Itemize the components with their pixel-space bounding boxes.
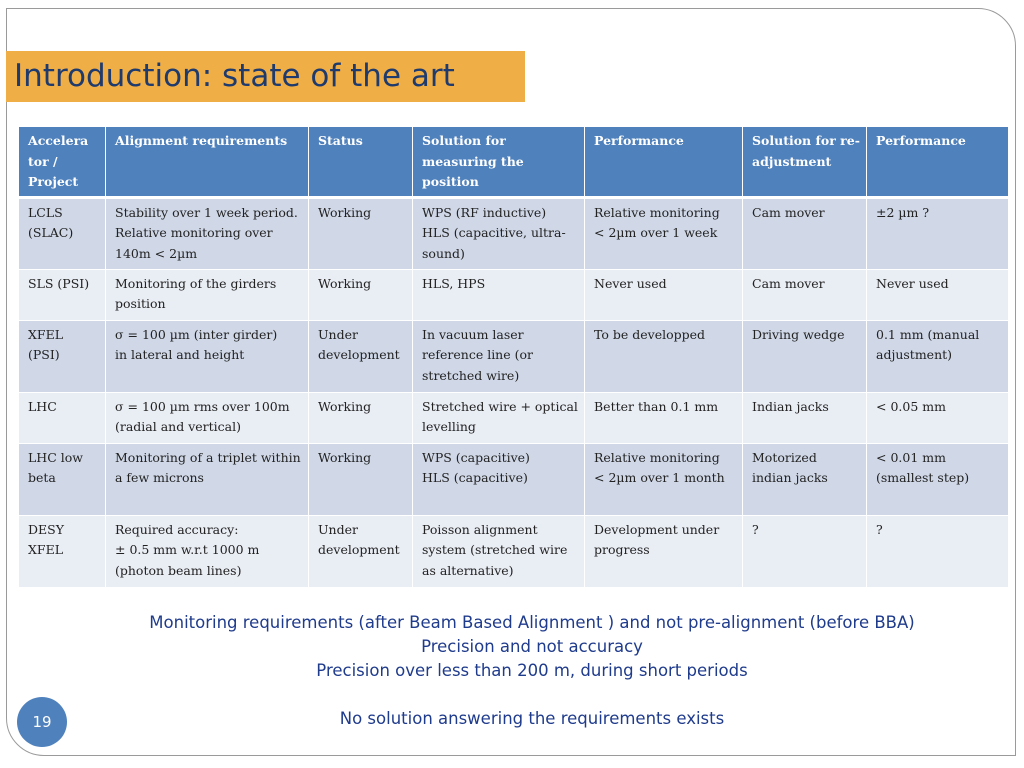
cell-measuring-solution: HLS, HPS xyxy=(413,269,585,320)
slide-title: Introduction: state of the art xyxy=(6,51,525,102)
table-header-row xyxy=(19,127,1009,198)
header-readjustment-solution: Solution for re-adjustment xyxy=(743,127,867,198)
cell-alignment-requirements: σ = 100 µm rms over 100m (radial and vertical) xyxy=(106,392,309,443)
note-no-solution: No solution answering the requirements exists xyxy=(339,709,725,728)
cell-status: Under development xyxy=(309,515,413,587)
cell-performance: Never used xyxy=(585,269,743,320)
cell-readjustment-solution: Motorized indian jacks xyxy=(743,443,867,515)
cell-performance: To be developped xyxy=(585,320,743,392)
table-row xyxy=(19,269,1009,320)
table-row xyxy=(19,443,1009,515)
cell-status: Under development xyxy=(309,320,413,392)
cell-readjustment-solution: Indian jacks xyxy=(743,392,867,443)
cell-performance-readjustment: Never used xyxy=(867,269,1009,320)
cell-alignment-requirements: σ = 100 µm (inter girder) in lateral and height xyxy=(106,320,309,392)
cell-performance-readjustment: ? xyxy=(867,515,1009,587)
cell-performance-readjustment: < 0.05 mm xyxy=(867,392,1009,443)
cell-status: Working xyxy=(309,269,413,320)
page-number-badge: 19 xyxy=(17,697,67,747)
cell-readjustment-solution: Cam mover xyxy=(743,197,867,269)
header-performance: Performance xyxy=(585,127,743,198)
cell-measuring-solution: WPS (RF inductive) HLS (capacitive, ultra-sound) xyxy=(413,197,585,269)
state-of-art-table xyxy=(18,126,1009,588)
cell-alignment-requirements: Monitoring of the girders position xyxy=(106,269,309,320)
cell-accelerator: XFEL (PSI) xyxy=(19,320,106,392)
cell-accelerator: LHC xyxy=(19,392,106,443)
cell-measuring-solution: Stretched wire + optical levelling xyxy=(413,392,585,443)
cell-accelerator: DESY XFEL xyxy=(19,515,106,587)
cell-performance: Relative monitoring < 2µm over 1 month xyxy=(585,443,743,515)
cell-performance-readjustment: < 0.01 mm (smallest step) xyxy=(867,443,1009,515)
cell-alignment-requirements: Stability over 1 week period. Relative monitoring over 140m < 2µm xyxy=(106,197,309,269)
cell-status: Working xyxy=(309,392,413,443)
cell-accelerator: LHC low beta xyxy=(19,443,106,515)
cell-accelerator: SLS (PSI) xyxy=(19,269,106,320)
header-accelerator: Accelera tor / Project xyxy=(19,127,106,198)
cell-readjustment-solution: Cam mover xyxy=(743,269,867,320)
table-row xyxy=(19,320,1009,392)
header-performance-readjustment: Performance xyxy=(867,127,1009,198)
cell-measuring-solution: WPS (capacitive) HLS (capacitive) xyxy=(413,443,585,515)
table-row xyxy=(19,392,1009,443)
cell-alignment-requirements: Required accuracy: ± 0.5 mm w.r.t 1000 m (photon beam lines) xyxy=(106,515,309,587)
cell-performance-readjustment: 0.1 mm (manual adjustment) xyxy=(867,320,1009,392)
cell-performance: Development under progress xyxy=(585,515,743,587)
cell-measuring-solution: Poisson alignment system (stretched wire as alternative) xyxy=(413,515,585,587)
header-measuring-solution: Solution for measuring the position xyxy=(413,127,585,198)
note-precision-not-accuracy: Precision and not accuracy xyxy=(421,637,643,656)
cell-status: Working xyxy=(309,443,413,515)
cell-performance-readjustment: ±2 µm ? xyxy=(867,197,1009,269)
cell-readjustment-solution: ? xyxy=(743,515,867,587)
header-status: Status xyxy=(309,127,413,198)
cell-performance: Relative monitoring < 2µm over 1 week xyxy=(585,197,743,269)
table-row xyxy=(19,515,1009,587)
cell-measuring-solution: In vacuum laser reference line (or stretched wire) xyxy=(413,320,585,392)
table-row xyxy=(19,197,1009,269)
note-precision-range: Precision over less than 200 m, during short periods xyxy=(316,661,748,680)
header-alignment-requirements: Alignment requirements xyxy=(106,127,309,198)
cell-accelerator: LCLS (SLAC) xyxy=(19,197,106,269)
cell-performance: Better than 0.1 mm xyxy=(585,392,743,443)
cell-alignment-requirements: Monitoring of a triplet within a few microns xyxy=(106,443,309,515)
cell-status: Working xyxy=(309,197,413,269)
note-monitoring-requirements: Monitoring requirements (after Beam Based Alignment ) and not pre-alignment (before BBA) xyxy=(149,613,915,632)
cell-readjustment-solution: Driving wedge xyxy=(743,320,867,392)
